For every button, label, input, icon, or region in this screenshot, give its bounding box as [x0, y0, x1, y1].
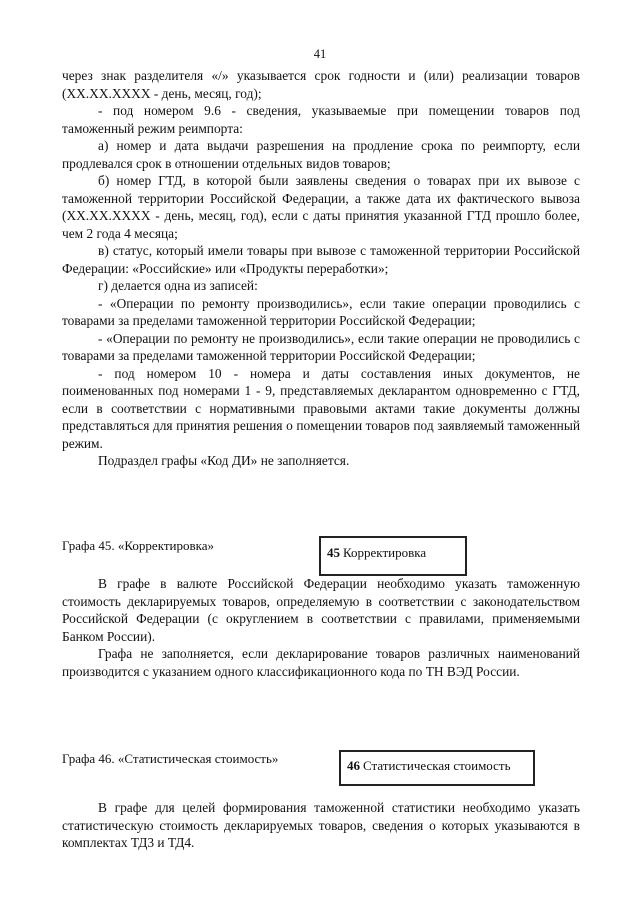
paragraph: - «Операции по ремонту производились», если такие операции проводились с товарами за пределами таможенной территории Российской Федерации; — [62, 295, 580, 328]
paragraph: - «Операции по ремонту не производились», если такие операции не проводились с товарами за пределами таможенной территории Российской Федерации; — [62, 330, 580, 363]
text-block-graf-46 — [62, 799, 580, 852]
graf-46-box-title: Статистическая стоимость — [363, 758, 511, 773]
paragraph: В графе в валюте Российской Федерации необходимо указать таможенную стоимость декларируемых товаров, определяемую в соответствии с законодательством Российской Федерации (с округлением в соответствии с правилами, применяемыми Банком России). — [62, 576, 580, 644]
paragraph: а) номер и дата выдачи разрешения на продление срока по реимпорту, если продлевался срок в отношении отдельных видов товаров; — [62, 138, 580, 171]
paragraph: через знак разделителя «/» указывается срок годности и (или) реализации товаров (XX.XX.XXXX - день, месяц, год); — [62, 68, 580, 101]
graf-45-form-box — [319, 536, 467, 576]
paragraph: г) делается одна из записей: — [98, 278, 258, 293]
paragraph: - под номером 9.6 - сведения, указываемые при помещении товаров под таможенный режим реимпорта: — [62, 103, 580, 136]
paragraph: В графе для целей формирования таможенной статистики необходимо указать статистическую стоимость декларируемых товаров, сведения о которых указываются в комплектах ТД3 и ТД4. — [62, 800, 580, 850]
paragraph: Графа не заполняется, если декларирование товаров различных наименований производится с указанием одного классификационного кода по ТН ВЭД России. — [62, 646, 580, 679]
paragraph: - под номером 10 - номера и даты составления иных документов, не поименованных под номерами 1 - 9, представляемых декларантом одновременно с ГТД, если в соответствии с нормативными правовыми актами такие документы должны представляться для принятия решения о помещении товаров под заявляемый таможенный режим. — [62, 365, 580, 451]
graf-46-form-box — [339, 750, 535, 786]
paragraph: в) статус, который имели товары при вывозе с таможенной территории Российской Федерации: «Российские» или «Продукты переработки»; — [62, 243, 580, 276]
text-block-graf-45 — [62, 575, 580, 680]
graf-45-box-number: 45 — [327, 545, 340, 560]
paragraph: б) номер ГТД, в которой были заявлены сведения о товарах при их вывозе с таможенной территории Российской Федерации, а также дата их фактического вывоза (XX.XX.XXXX - день, месяц, год), если с даты принятия указанной ГТД прошло более, чем 2 года 4 месяца; — [62, 173, 580, 241]
text-block-reimport — [62, 67, 580, 470]
graf-45-box-title: Корректировка — [343, 545, 427, 560]
graf-45-heading: Графа 45. «Корректировка» — [62, 538, 215, 553]
graf-46-box-number: 46 — [347, 758, 360, 773]
graf-46-heading: Графа 46. «Статистическая стоимость» — [62, 751, 279, 766]
page-number: 41 — [313, 47, 327, 61]
paragraph: Подраздел графы «Код ДИ» не заполняется. — [98, 453, 350, 468]
